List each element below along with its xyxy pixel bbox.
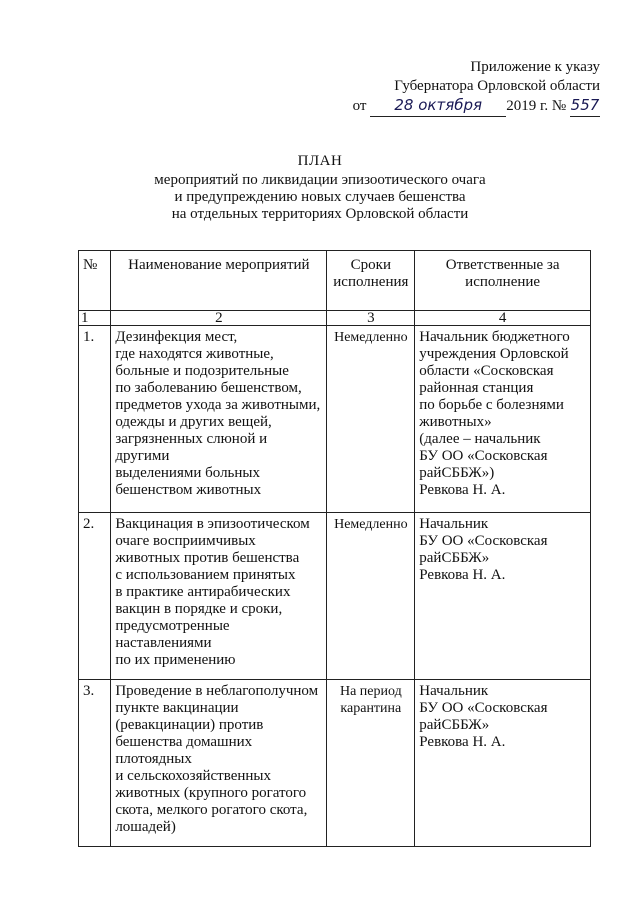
title-line-2: и предупреждению новых случаев бешенства — [174, 189, 466, 205]
header-resp: Ответственные за исполнение — [415, 251, 591, 311]
table-row — [79, 326, 591, 513]
annex-date-field — [370, 96, 506, 117]
measure-responsible: Начальник БУ ОО «Сосковская райСББЖ» Ревкова Н. А. — [415, 513, 591, 680]
row-number: 2. — [79, 513, 111, 680]
measure-term: На период карантина — [327, 680, 415, 847]
measure-name: Проведение в неблагополучном пункте вакцинации (ревакцинации) против бешенства домашних плотоядных и сельскохозяйственных животных (крупного рогатого скота, мелкого рогатого скота, лошадей) — [111, 680, 327, 847]
table-header-row — [79, 251, 591, 311]
document-title — [0, 153, 640, 223]
handwritten-number: 557 — [570, 96, 600, 114]
header-num: № — [79, 251, 111, 311]
index-cell: 3 — [327, 311, 415, 326]
header-name: Наименование мероприятий — [111, 251, 327, 311]
annex-year-suffix: 2019 г. № — [506, 98, 567, 114]
annex-date-line — [330, 96, 600, 117]
header-term: Сроки исполнения — [327, 251, 415, 311]
index-cell: 4 — [415, 311, 591, 326]
annex-header — [330, 58, 600, 117]
annex-line-2: Губернатора Орловской области — [394, 78, 600, 94]
table-row — [79, 513, 591, 680]
plan-heading: ПЛАН — [297, 153, 343, 169]
index-cell: 1 — [79, 311, 111, 326]
row-number: 1. — [79, 326, 111, 513]
measure-name: Вакцинация в эпизоотическом очаге восприимчивых животных против бешенства с использованием принятых в практике антирабических вакцин в порядке и сроки, предусмотренные наставлениями по их применению — [111, 513, 327, 680]
measure-term: Немедленно — [327, 326, 415, 513]
measure-responsible: Начальник БУ ОО «Сосковская райСББЖ» Ревкова Н. А. — [415, 680, 591, 847]
table-index-row — [79, 311, 591, 326]
title-line-1: мероприятий по ликвидации эпизоотического очага — [154, 172, 486, 188]
measure-responsible: Начальник бюджетного учреждения Орловской области «Сосковская районная станция по борьбе с болезнями животных» (далее – начальник БУ ОО «Сосковская райСББЖ») Ревкова Н. А. — [415, 326, 591, 513]
handwritten-date: 28 октября — [394, 96, 483, 114]
annex-line-1: Приложение к указу — [470, 59, 600, 75]
row-number: 3. — [79, 680, 111, 847]
annex-from-prefix: от — [352, 98, 367, 114]
measures-table — [78, 250, 591, 847]
table-row — [79, 680, 591, 847]
title-line-3: на отдельных территориях Орловской области — [171, 206, 469, 222]
measure-term: Немедленно — [327, 513, 415, 680]
index-cell: 2 — [111, 311, 327, 326]
annex-number-field — [570, 96, 600, 117]
measure-name: Дезинфекция мест, где находятся животные, больные и подозрительные по заболеванию бешенством, предметов ухода за животными, одежды и других вещей, загрязненных слюной и другими выделениями больных бешенством животных — [111, 326, 327, 513]
